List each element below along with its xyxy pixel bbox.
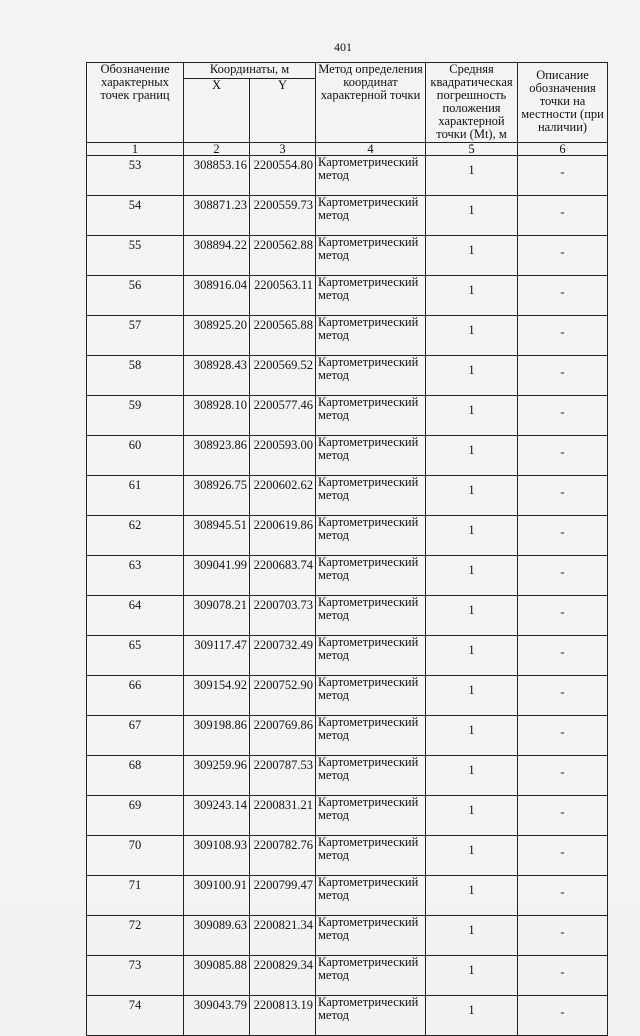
description-cell: - — [518, 596, 608, 636]
table-row — [87, 676, 608, 716]
point-id-cell: 53 — [87, 156, 184, 196]
point-id-cell: 66 — [87, 676, 184, 716]
x-coordinate-cell: 308926.75 — [184, 476, 250, 516]
description-cell: - — [518, 356, 608, 396]
error-cell: 1 — [426, 676, 518, 716]
y-coordinate-cell: 2200683.74 — [250, 556, 316, 596]
table-row — [87, 556, 608, 596]
method-cell: Картометрический метод — [316, 156, 426, 196]
y-coordinate-cell: 2200619.86 — [250, 516, 316, 556]
header-error: Средняя квадратическая погрешность положения характерной точки (Mt), м — [426, 63, 518, 143]
x-coordinate-cell: 308928.10 — [184, 396, 250, 436]
header-y: Y — [250, 79, 316, 143]
method-cell: Картометрический метод — [316, 196, 426, 236]
table-row — [87, 836, 608, 876]
x-coordinate-cell: 308925.20 — [184, 316, 250, 356]
description-cell: - — [518, 876, 608, 916]
point-id-cell: 56 — [87, 276, 184, 316]
description-cell: - — [518, 956, 608, 996]
y-coordinate-cell: 2200559.73 — [250, 196, 316, 236]
boundary-points-table — [86, 62, 608, 1036]
x-coordinate-cell: 309108.93 — [184, 836, 250, 876]
error-cell: 1 — [426, 996, 518, 1036]
point-id-cell: 62 — [87, 516, 184, 556]
x-coordinate-cell: 309100.91 — [184, 876, 250, 916]
table-row — [87, 356, 608, 396]
error-cell: 1 — [426, 316, 518, 356]
error-cell: 1 — [426, 476, 518, 516]
column-number-5: 5 — [426, 143, 518, 156]
y-coordinate-cell: 2200562.88 — [250, 236, 316, 276]
table-row — [87, 596, 608, 636]
method-cell: Картометрический метод — [316, 236, 426, 276]
point-id-cell: 58 — [87, 356, 184, 396]
table-row — [87, 996, 608, 1036]
point-id-cell: 67 — [87, 716, 184, 756]
table-row — [87, 276, 608, 316]
method-cell: Картометрический метод — [316, 276, 426, 316]
point-id-cell: 57 — [87, 316, 184, 356]
x-coordinate-cell: 309198.86 — [184, 716, 250, 756]
error-cell: 1 — [426, 196, 518, 236]
method-cell: Картометрический метод — [316, 796, 426, 836]
table-row — [87, 396, 608, 436]
point-id-cell: 71 — [87, 876, 184, 916]
y-coordinate-cell: 2200831.21 — [250, 796, 316, 836]
y-coordinate-cell: 2200703.73 — [250, 596, 316, 636]
method-cell: Картометрический метод — [316, 396, 426, 436]
header-designation: Обозначение характерных точек границ — [87, 63, 184, 143]
method-cell: Картометрический метод — [316, 836, 426, 876]
x-coordinate-cell: 308923.86 — [184, 436, 250, 476]
method-cell: Картометрический метод — [316, 916, 426, 956]
description-cell: - — [518, 676, 608, 716]
page-number: 401 — [334, 40, 352, 54]
error-cell: 1 — [426, 636, 518, 676]
point-id-cell: 64 — [87, 596, 184, 636]
description-cell: - — [518, 316, 608, 356]
table-row — [87, 716, 608, 756]
point-id-cell: 73 — [87, 956, 184, 996]
x-coordinate-cell: 308894.22 — [184, 236, 250, 276]
description-cell: - — [518, 916, 608, 956]
y-coordinate-cell: 2200569.52 — [250, 356, 316, 396]
x-coordinate-cell: 309041.99 — [184, 556, 250, 596]
description-cell: - — [518, 836, 608, 876]
description-cell: - — [518, 796, 608, 836]
method-cell: Картометрический метод — [316, 636, 426, 676]
x-coordinate-cell: 309043.79 — [184, 996, 250, 1036]
y-coordinate-cell: 2200554.80 — [250, 156, 316, 196]
table-body — [87, 156, 608, 1036]
error-cell: 1 — [426, 956, 518, 996]
point-id-cell: 54 — [87, 196, 184, 236]
x-coordinate-cell: 309243.14 — [184, 796, 250, 836]
table-row — [87, 196, 608, 236]
point-id-cell: 63 — [87, 556, 184, 596]
error-cell: 1 — [426, 556, 518, 596]
table-row — [87, 876, 608, 916]
point-id-cell: 74 — [87, 996, 184, 1036]
header-description: Описание обозначения точки на местности (при наличии) — [518, 63, 608, 143]
column-number-2: 2 — [184, 143, 250, 156]
description-cell: - — [518, 236, 608, 276]
method-cell: Картометрический метод — [316, 356, 426, 396]
table-row — [87, 316, 608, 356]
method-cell: Картометрический метод — [316, 516, 426, 556]
y-coordinate-cell: 2200829.34 — [250, 956, 316, 996]
method-cell: Картометрический метод — [316, 676, 426, 716]
error-cell: 1 — [426, 796, 518, 836]
y-coordinate-cell: 2200769.86 — [250, 716, 316, 756]
y-coordinate-cell: 2200787.53 — [250, 756, 316, 796]
error-cell: 1 — [426, 276, 518, 316]
header-coordinates: Координаты, м — [184, 63, 316, 79]
description-cell: - — [518, 276, 608, 316]
column-number-4: 4 — [316, 143, 426, 156]
error-cell: 1 — [426, 236, 518, 276]
error-cell: 1 — [426, 716, 518, 756]
point-id-cell: 68 — [87, 756, 184, 796]
point-id-cell: 69 — [87, 796, 184, 836]
x-coordinate-cell: 308945.51 — [184, 516, 250, 556]
column-number-6: 6 — [518, 143, 608, 156]
error-cell: 1 — [426, 156, 518, 196]
y-coordinate-cell: 2200577.46 — [250, 396, 316, 436]
x-coordinate-cell: 308871.23 — [184, 196, 250, 236]
error-cell: 1 — [426, 356, 518, 396]
y-coordinate-cell: 2200732.49 — [250, 636, 316, 676]
description-cell: - — [518, 476, 608, 516]
method-cell: Картометрический метод — [316, 996, 426, 1036]
y-coordinate-cell: 2200565.88 — [250, 316, 316, 356]
point-id-cell: 65 — [87, 636, 184, 676]
table-row — [87, 756, 608, 796]
header-method: Метод определения координат характерной точки — [316, 63, 426, 143]
error-cell: 1 — [426, 436, 518, 476]
point-id-cell: 55 — [87, 236, 184, 276]
description-cell: - — [518, 156, 608, 196]
x-coordinate-cell: 308928.43 — [184, 356, 250, 396]
table-row — [87, 956, 608, 996]
method-cell: Картометрический метод — [316, 876, 426, 916]
method-cell: Картометрический метод — [316, 756, 426, 796]
table-row — [87, 436, 608, 476]
column-number-1: 1 — [87, 143, 184, 156]
error-cell: 1 — [426, 596, 518, 636]
x-coordinate-cell: 309089.63 — [184, 916, 250, 956]
description-cell: - — [518, 556, 608, 596]
x-coordinate-cell: 309085.88 — [184, 956, 250, 996]
table-row — [87, 636, 608, 676]
y-coordinate-cell: 2200563.11 — [250, 276, 316, 316]
x-coordinate-cell: 309078.21 — [184, 596, 250, 636]
description-cell: - — [518, 756, 608, 796]
error-cell: 1 — [426, 876, 518, 916]
description-cell: - — [518, 396, 608, 436]
method-cell: Картометрический метод — [316, 596, 426, 636]
error-cell: 1 — [426, 756, 518, 796]
error-cell: 1 — [426, 916, 518, 956]
method-cell: Картометрический метод — [316, 556, 426, 596]
table-row — [87, 916, 608, 956]
table-row — [87, 236, 608, 276]
header-row — [87, 63, 608, 79]
error-cell: 1 — [426, 396, 518, 436]
description-cell: - — [518, 516, 608, 556]
description-cell: - — [518, 636, 608, 676]
description-cell: - — [518, 196, 608, 236]
table-row — [87, 796, 608, 836]
point-id-cell: 61 — [87, 476, 184, 516]
point-id-cell: 60 — [87, 436, 184, 476]
method-cell: Картометрический метод — [316, 316, 426, 356]
error-cell: 1 — [426, 836, 518, 876]
method-cell: Картометрический метод — [316, 716, 426, 756]
y-coordinate-cell: 2200602.62 — [250, 476, 316, 516]
description-cell: - — [518, 996, 608, 1036]
x-coordinate-cell: 309117.47 — [184, 636, 250, 676]
description-cell: - — [518, 436, 608, 476]
column-number-row — [87, 143, 608, 156]
description-cell: - — [518, 716, 608, 756]
y-coordinate-cell: 2200752.90 — [250, 676, 316, 716]
y-coordinate-cell: 2200782.76 — [250, 836, 316, 876]
error-cell: 1 — [426, 516, 518, 556]
column-number-3: 3 — [250, 143, 316, 156]
y-coordinate-cell: 2200813.19 — [250, 996, 316, 1036]
point-id-cell: 59 — [87, 396, 184, 436]
method-cell: Картометрический метод — [316, 956, 426, 996]
point-id-cell: 72 — [87, 916, 184, 956]
table-row — [87, 516, 608, 556]
y-coordinate-cell: 2200799.47 — [250, 876, 316, 916]
x-coordinate-cell: 308853.16 — [184, 156, 250, 196]
y-coordinate-cell: 2200821.34 — [250, 916, 316, 956]
x-coordinate-cell: 309259.96 — [184, 756, 250, 796]
x-coordinate-cell: 309154.92 — [184, 676, 250, 716]
method-cell: Картометрический метод — [316, 476, 426, 516]
point-id-cell: 70 — [87, 836, 184, 876]
table-row — [87, 476, 608, 516]
header-x: X — [184, 79, 250, 143]
method-cell: Картометрический метод — [316, 436, 426, 476]
y-coordinate-cell: 2200593.00 — [250, 436, 316, 476]
table-row — [87, 156, 608, 196]
x-coordinate-cell: 308916.04 — [184, 276, 250, 316]
